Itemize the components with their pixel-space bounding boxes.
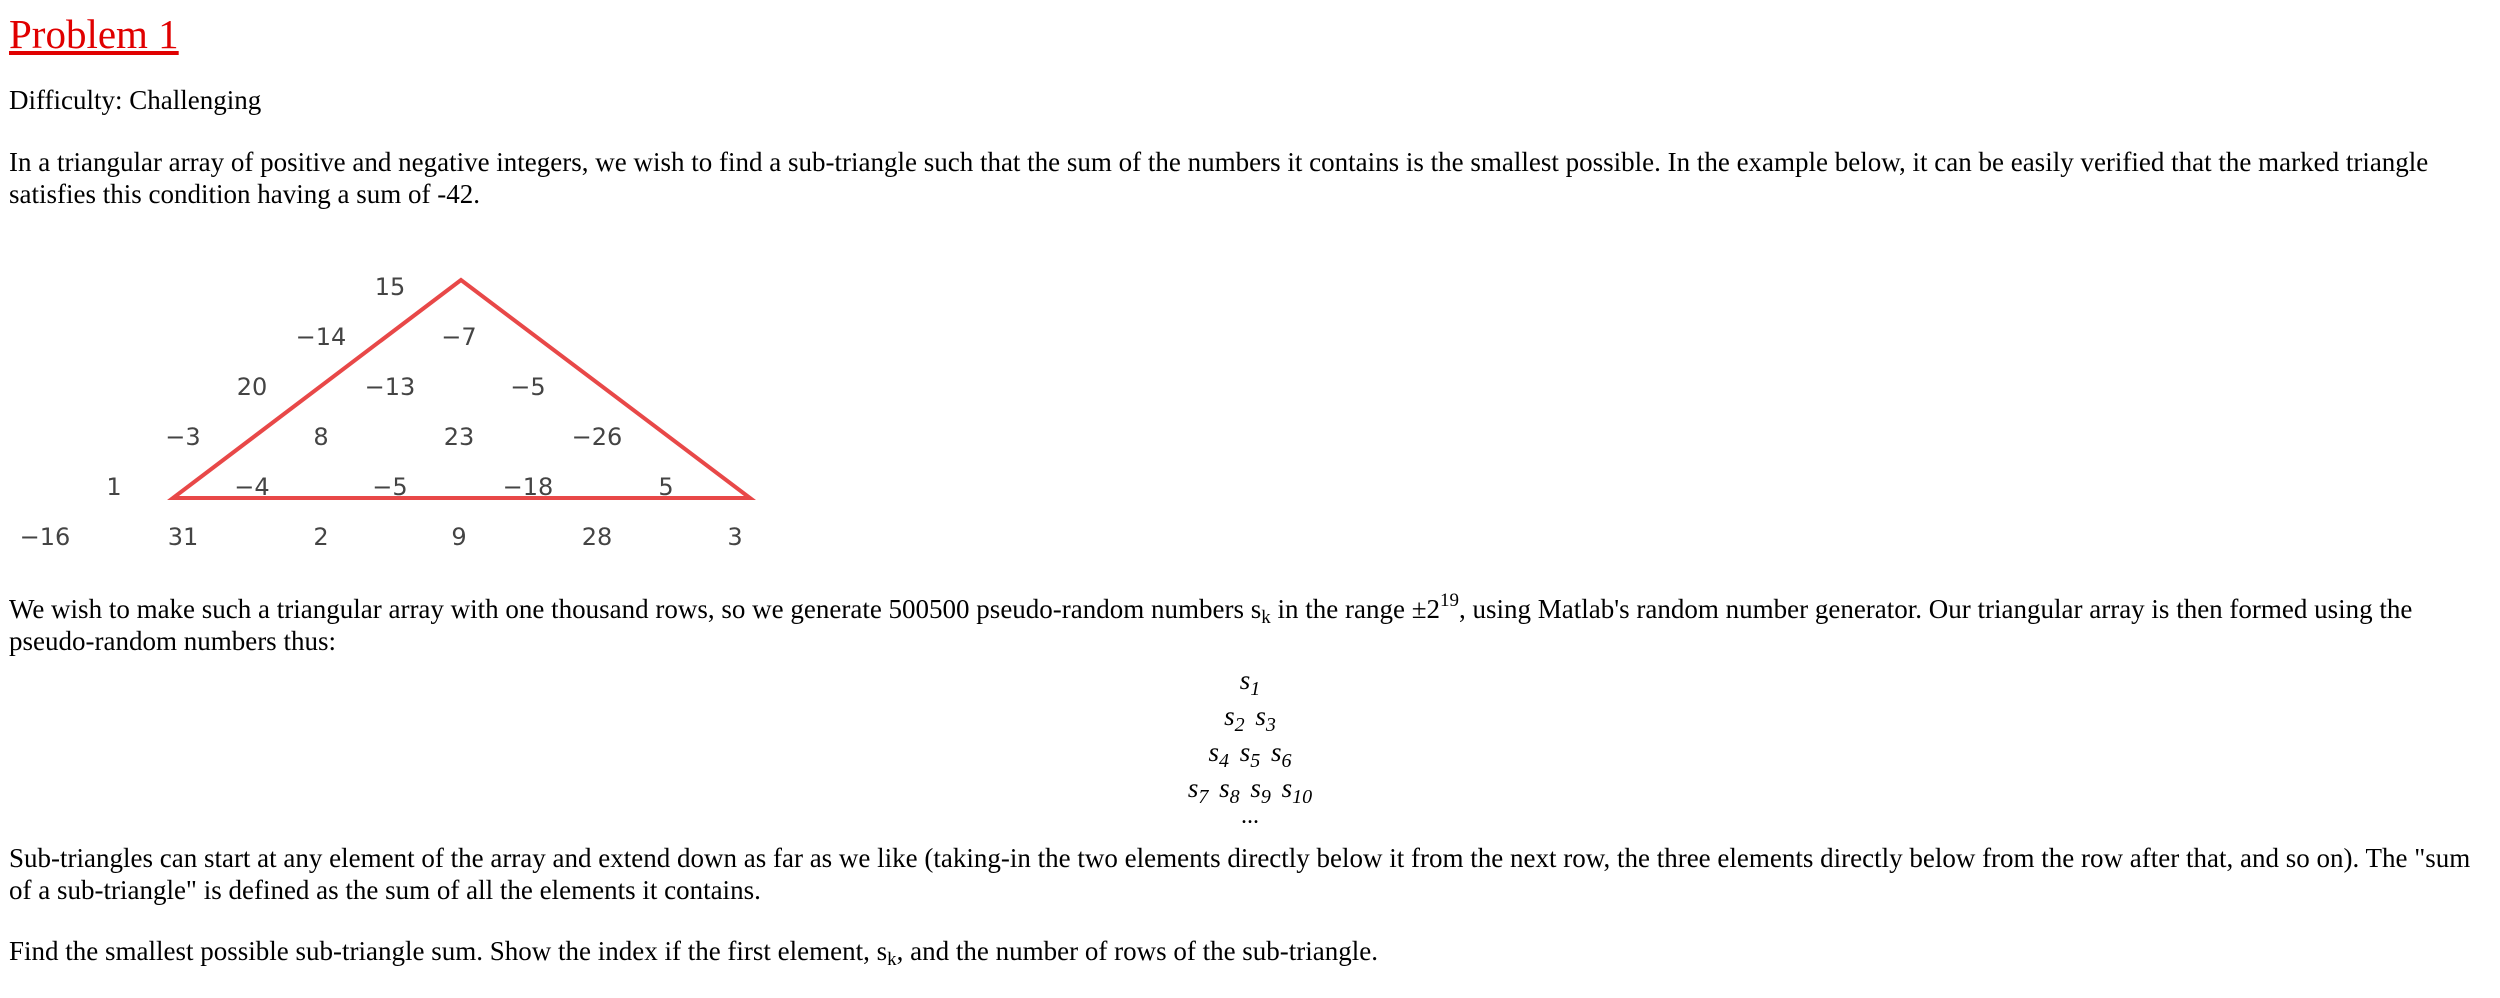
formation-element: $s_6$ [1271, 737, 1292, 772]
formation-element: $s_5$ [1239, 737, 1261, 772]
triangle-number: 1 [106, 473, 122, 501]
formation-element: $s_4$ [1208, 737, 1229, 772]
triangle-number: 9 [451, 523, 467, 551]
triangle-number: 23 [443, 423, 475, 451]
intro-paragraph: In a triangular array of positive and negative integers, we wish to find a sub-triangle such that the sum of the numbers it contains is the smallest possible. In the example below, it can be easily verified that the marked triangle satisfies this condition having a sum of -42. [9, 147, 2429, 209]
triangle-number: 20 [236, 373, 268, 401]
triangle-number: 28 [581, 523, 613, 551]
subscript-k: k [887, 949, 897, 970]
task-text-2: , and the number of rows of the sub-triangle. [896, 936, 1379, 966]
formation-element: $s_8$ [1219, 773, 1240, 808]
subscript-k: k [1261, 607, 1271, 628]
triangle-number: −5 [510, 373, 546, 401]
formation-row [1100, 770, 1400, 806]
formation-row [1100, 698, 1400, 734]
triangle-number: −4 [234, 473, 270, 501]
subtriangle-definition-paragraph: Sub-triangles can start at any element of the array and extend down as far as we like (taking-in the two elements directly below it from the next row, the three elements directly below from the row after that, and so on). The "sum of a sub-triangle" is defined as the sum of all the elements it contains. [9, 843, 2471, 905]
triangle-number: 15 [374, 273, 406, 301]
problem-title-link[interactable]: Problem 1 [9, 11, 179, 57]
triangle-number: −3 [165, 423, 201, 451]
formation-element: $s_2$ [1224, 701, 1245, 736]
triangle-number: −26 [571, 423, 623, 451]
formation-element: $s_1$ [1239, 665, 1261, 700]
formation-ellipsis: ... [1241, 803, 1259, 829]
superscript-19: 19 [1440, 590, 1460, 611]
triangle-number: 3 [727, 523, 743, 551]
task-text-1: Find the smallest possible sub-triangle sum. Show the index if the first element, s [9, 936, 888, 966]
formation-element: $s_3$ [1255, 701, 1276, 736]
example-triangle-figure [0, 250, 800, 560]
triangle-number: −5 [372, 473, 408, 501]
formation-row [1100, 662, 1400, 698]
formation-element: $s_7$ [1187, 773, 1209, 808]
triangle-number: 5 [658, 473, 674, 501]
generation-paragraph [9, 590, 2489, 657]
task-paragraph [9, 935, 1379, 970]
triangle-number: 31 [167, 523, 199, 551]
generation-text-3: , using Matlab's random number generator. Our triangular array is then formed using the pseudo-random numbers thus: [9, 594, 2413, 656]
generation-text-2: in the range ±2 [1270, 594, 1441, 624]
triangle-number: 8 [313, 423, 329, 451]
formation-row [1100, 734, 1400, 770]
generation-text-1: We wish to make such a triangular array with one thousand rows, so we generate 500500 pseudo-random numbers s [9, 594, 1262, 624]
triangle-number: 2 [313, 523, 329, 551]
difficulty-text: Difficulty: Challenging [9, 85, 262, 115]
triangle-number: −14 [295, 323, 347, 351]
triangle-number: −7 [441, 323, 477, 351]
formation-triangle [1100, 662, 1400, 829]
triangle-number: −16 [19, 523, 71, 551]
formation-element: $s_{10}$ [1281, 773, 1313, 808]
formation-element: $s_9$ [1250, 773, 1271, 808]
triangle-number: −13 [364, 373, 416, 401]
triangle-number: −18 [502, 473, 554, 501]
